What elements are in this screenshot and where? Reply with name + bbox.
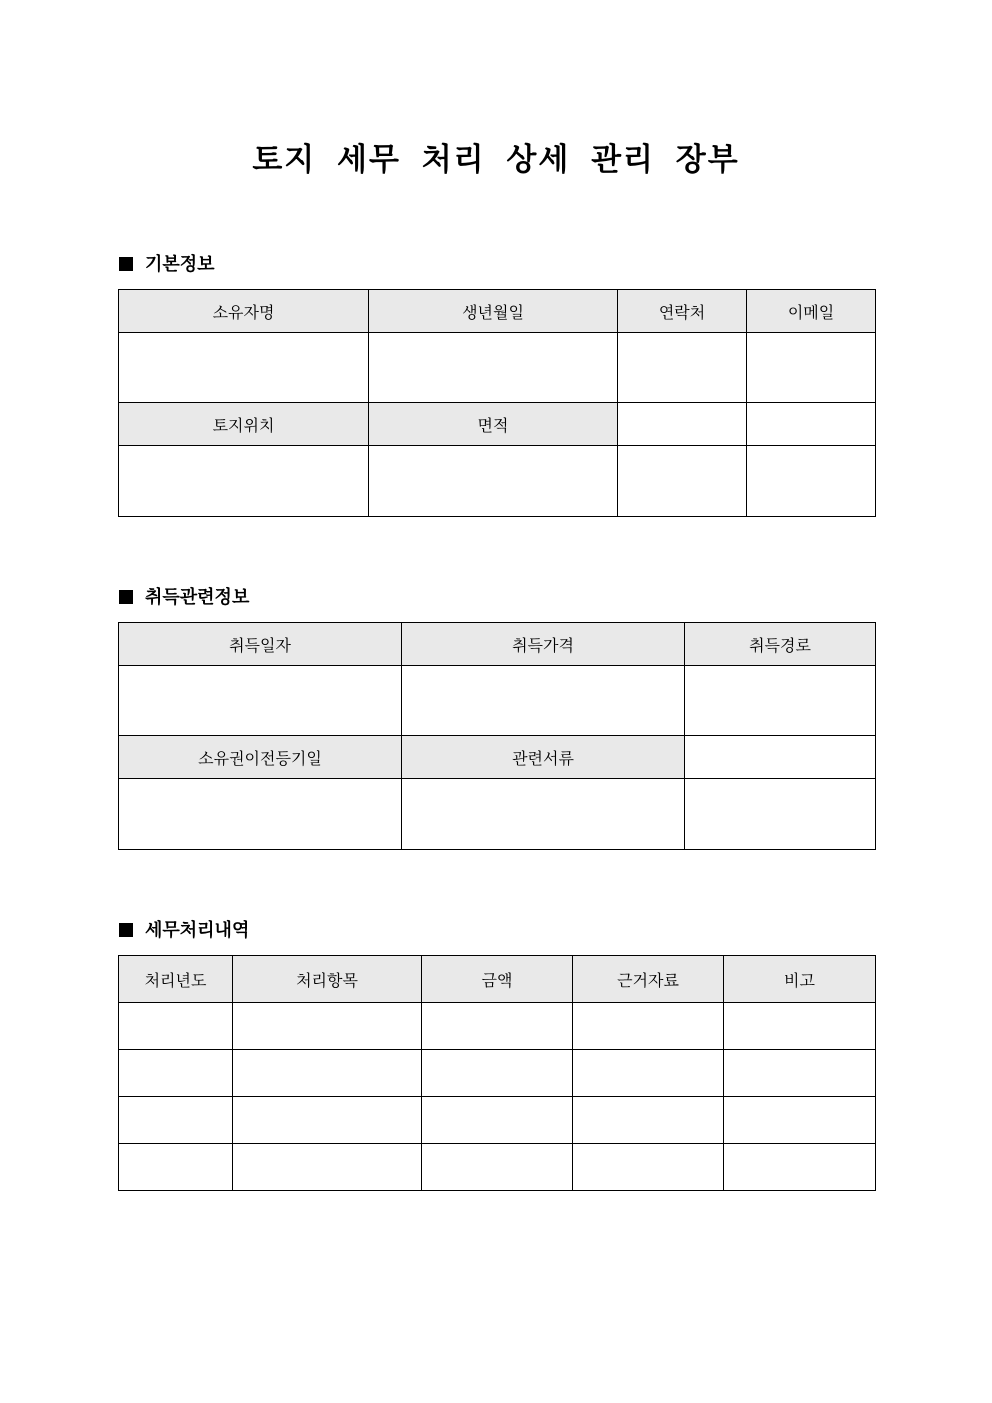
blank-cell[interactable] — [685, 736, 876, 779]
amount-cell[interactable] — [422, 1144, 573, 1191]
section-heading-tax-history — [119, 919, 249, 943]
remarks-cell[interactable] — [724, 1097, 876, 1144]
processing-year-cell[interactable] — [119, 1097, 233, 1144]
evidence-cell[interactable] — [573, 1050, 724, 1097]
processing-year-cell[interactable] — [119, 1050, 233, 1097]
header-cell-evidence: 근거자료 — [573, 956, 724, 1003]
table-row — [119, 1003, 876, 1050]
blank-cell[interactable] — [747, 403, 876, 446]
amount-cell[interactable] — [422, 1050, 573, 1097]
square-bullet-icon — [119, 923, 133, 937]
evidence-cell[interactable] — [573, 1003, 724, 1050]
tax-history-table — [118, 955, 876, 1191]
remarks-cell[interactable] — [724, 1144, 876, 1191]
evidence-cell[interactable] — [573, 1097, 724, 1144]
header-cell-birth-date: 생년월일 — [369, 290, 618, 333]
square-bullet-icon — [119, 590, 133, 604]
header-cell-processing-year: 처리년도 — [119, 956, 233, 1003]
area-field[interactable] — [369, 446, 618, 517]
blank-cell[interactable] — [685, 779, 876, 850]
amount-cell[interactable] — [422, 1097, 573, 1144]
header-cell-owner-name: 소유자명 — [119, 290, 369, 333]
blank-cell[interactable] — [618, 403, 747, 446]
email-field[interactable] — [747, 333, 876, 403]
birth-date-field[interactable] — [369, 333, 618, 403]
header-row — [119, 403, 876, 446]
square-bullet-icon — [119, 257, 133, 271]
header-cell-acquisition-route: 취득경로 — [685, 623, 876, 666]
registration-date-field[interactable] — [119, 779, 402, 850]
processing-item-cell[interactable] — [233, 1144, 422, 1191]
acquisition-date-field[interactable] — [119, 666, 402, 736]
header-cell-remarks: 비고 — [724, 956, 876, 1003]
blank-cell[interactable] — [618, 446, 747, 517]
table-row — [119, 1097, 876, 1144]
land-location-field[interactable] — [119, 446, 369, 517]
amount-cell[interactable] — [422, 1003, 573, 1050]
header-row — [119, 623, 876, 666]
owner-name-field[interactable] — [119, 333, 369, 403]
input-row — [119, 666, 876, 736]
header-cell-processing-item: 처리항목 — [233, 956, 422, 1003]
section-heading-label: 취득관련정보 — [145, 587, 250, 608]
evidence-cell[interactable] — [573, 1144, 724, 1191]
header-cell-amount: 금액 — [422, 956, 573, 1003]
section-heading-label: 세무처리내역 — [145, 920, 250, 941]
header-cell-related-documents: 관련서류 — [402, 736, 685, 779]
basic-info-table — [118, 289, 876, 517]
header-row — [119, 956, 876, 1003]
input-row — [119, 446, 876, 517]
header-row — [119, 290, 876, 333]
header-cell-acquisition-price: 취득가격 — [402, 623, 685, 666]
processing-year-cell[interactable] — [119, 1003, 233, 1050]
acquisition-info-table — [118, 622, 876, 850]
processing-year-cell[interactable] — [119, 1144, 233, 1191]
header-cell-acquisition-date: 취득일자 — [119, 623, 402, 666]
remarks-cell[interactable] — [724, 1050, 876, 1097]
processing-item-cell[interactable] — [233, 1097, 422, 1144]
document-title: 토지 세무 처리 상세 관리 장부 — [252, 142, 740, 178]
header-cell-registration-date: 소유권이전등기일 — [119, 736, 402, 779]
header-cell-area: 면적 — [369, 403, 618, 446]
processing-item-cell[interactable] — [233, 1003, 422, 1050]
contact-field[interactable] — [618, 333, 747, 403]
header-cell-email: 이메일 — [747, 290, 876, 333]
table-row — [119, 1050, 876, 1097]
table-row — [119, 1144, 876, 1191]
input-row — [119, 779, 876, 850]
remarks-cell[interactable] — [724, 1003, 876, 1050]
header-cell-land-location: 토지위치 — [119, 403, 369, 446]
acquisition-route-field[interactable] — [685, 666, 876, 736]
section-heading-basic-info — [119, 253, 215, 277]
processing-item-cell[interactable] — [233, 1050, 422, 1097]
acquisition-price-field[interactable] — [402, 666, 685, 736]
related-documents-field[interactable] — [402, 779, 685, 850]
header-cell-contact: 연락처 — [618, 290, 747, 333]
input-row — [119, 333, 876, 403]
section-heading-label: 기본정보 — [145, 254, 215, 275]
header-row — [119, 736, 876, 779]
blank-cell[interactable] — [747, 446, 876, 517]
section-heading-acquisition-info — [119, 586, 249, 610]
